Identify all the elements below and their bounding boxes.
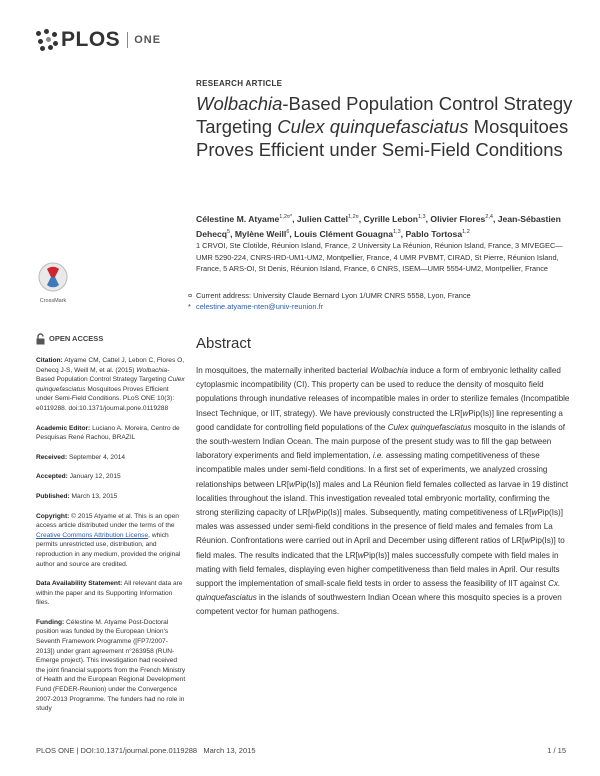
abstract-text: Pip(Is)] line representing a good candidate for controlling field populations of the xyxy=(196,408,563,432)
citation-label: Citation: xyxy=(36,357,63,364)
author xyxy=(405,229,469,239)
abstract-text: i.e. xyxy=(372,451,384,461)
logo-divider xyxy=(127,32,128,48)
author-name: Célestine M. Atyame xyxy=(196,213,280,224)
author-affiliation-marks: 1,2 xyxy=(348,214,356,220)
footer-citation: PLOS ONE | DOI:10.1371/journal.pone.0119288 March 13, 2015 xyxy=(36,746,256,755)
abstract-body xyxy=(196,364,570,620)
author-name: Pablo Tortosa xyxy=(405,228,463,239)
citation-text: Atyame CM, Cattel J, Lebon C, Flores O, Dehecq J-S, Weill M, et al. (2015) xyxy=(36,357,185,374)
crossmark-icon xyxy=(38,262,68,292)
author-list: Célestine M. Atyame$^{1,2¤*}$, Julien Cattel$^{1,2¤}$, Cyrille Lebon$^{1,3}$, Olivier Flores$^{2,4}$, Jean-Sébastien Dehecq$^5$, Mylène Weill$^6$, Louis Clément Gouagna$^{1,3}$, Pablo Tortosa$^{1,2}$ xyxy=(196,213,561,239)
note-text: Current address: University Claude Bernard Lyon 1/UMR CNRS 5558, Lyon, France xyxy=(196,291,471,300)
author xyxy=(196,214,292,224)
crossmark-badge[interactable] xyxy=(37,262,69,304)
note-mark: * xyxy=(188,301,191,311)
author-affiliation-marks: 6 xyxy=(286,228,290,235)
current-address-note xyxy=(188,291,568,302)
citation-text: Culex quinquefasciatus xyxy=(36,376,185,393)
abstract-text: Pip(Is)] males was assessed under semi-field conditions in the presence of field males and females from La Réunion. Confrontations were carried out in April and December using different ratios of LR[ xyxy=(196,508,563,546)
article-metadata-sidebar xyxy=(36,333,186,724)
published-date: March 13, 2015 xyxy=(69,492,118,500)
article-type: RESEARCH ARTICLE xyxy=(196,79,283,88)
abstract-text: w xyxy=(357,550,364,560)
affiliations: 1 CRVOI, Ste Clotilde, Réunion Island, France, 2 University La Réunion, Réunion Island, France, 3 MIVEGEC—UMR 5290-224, CNRS-IRD-UM1-UM2, Montpellier, France, 4 UMR PVBMT, CIRAD, St Pierre, Réunion Island, France, 5 ARS-OI, St Denis, Réunion Island, France, 6 CNRS, ISEM—UMR 5554-UM2, Montpellier, France xyxy=(196,241,563,273)
abstract-text: Pip(Is)] to field males. The results indicated that the LR[ xyxy=(196,536,565,560)
abstract-text: w xyxy=(531,508,538,518)
journal-name: PLOS xyxy=(61,28,121,51)
author xyxy=(235,229,289,239)
abstract-text: w xyxy=(524,536,531,546)
title-part: Culex quinquefasciatus xyxy=(277,116,469,137)
published-block xyxy=(36,492,186,502)
author xyxy=(430,214,493,224)
email-note xyxy=(188,302,568,313)
abstract-text: Culex quinquefasciatus xyxy=(387,422,472,432)
journal-sub: ONE xyxy=(134,34,162,46)
author-name: Jean-Sébastien Dehecq xyxy=(196,213,561,239)
title-part: Wolbachia xyxy=(196,93,283,114)
copyright-label: Copyright: xyxy=(36,512,70,520)
citation-text: -Based Population Control Strategy Targeting xyxy=(36,366,170,384)
abstract-text: w xyxy=(310,508,317,518)
funding-text: Célestine M. Atyame Post-Doctoral position was funded by the European Union's Seventh Framework Programme ([FP7/2007-2013]) under grant agreement n°263958 (RUN-Emerge project). This investigation had received the joint financial supports from the French Ministry of Health and the European Regional Development Fund (FEDER-Reunion) under the Convergence 2007-2013 Programme. The funders had no role in study xyxy=(36,618,186,713)
citation-text: Wolbachia xyxy=(136,366,168,374)
funding-block xyxy=(36,618,186,714)
abstract-text: w xyxy=(462,408,469,418)
received-block xyxy=(36,453,186,463)
funding-label: Funding: xyxy=(36,618,65,626)
author-affiliation-marks: 1,2 xyxy=(279,214,287,220)
abstract-text: Wolbachia xyxy=(370,366,408,375)
footer-doi: DOI:10.1371/journal.pone.0119288 xyxy=(80,746,198,755)
received-label: Received: xyxy=(36,453,68,461)
citation-block xyxy=(36,356,186,414)
abstract-text: w xyxy=(289,479,295,489)
received-date: September 4, 2014 xyxy=(67,453,126,461)
author-affiliation-marks: 1,2 xyxy=(462,228,470,235)
published-label: Published: xyxy=(36,492,70,500)
open-lock-icon xyxy=(36,333,45,345)
author-name: Cyrille Lebon xyxy=(363,213,418,224)
abstract-text: Cx. quinquefasciatus xyxy=(196,579,561,603)
accepted-date: January 12, 2015 xyxy=(67,473,121,481)
author-note-marks: ¤ xyxy=(355,214,359,220)
abstract-text: assessing mating competitiveness of these incompatible males under semi-field conditions. In a first set of experiments, we analyzed crossing relationships between LR[ xyxy=(196,451,548,489)
plos-dots-icon xyxy=(36,29,58,51)
author-name: Louis Clément Gouagna xyxy=(294,228,393,239)
open-access-badge xyxy=(36,333,186,345)
editor-label: Academic Editor: xyxy=(36,424,91,432)
author-affiliation-marks: 1,3 xyxy=(393,228,401,235)
citation-text: Mosquitoes Proves Efficient under Semi-Field Conditions. PLoS ONE 10(3): e0119288. doi:10.1371/journal.pone.0119288 xyxy=(36,385,175,412)
article-title xyxy=(196,92,576,161)
data-availability-block xyxy=(36,579,186,608)
editor-text: Luciano A. Moreira, Centro de Pesquisas René Rachou, BRAZIL xyxy=(36,424,180,442)
copyright-block xyxy=(36,512,186,570)
license-link[interactable]: Creative Commons Attribution License xyxy=(36,531,149,539)
note-mark: ¤ xyxy=(188,291,193,300)
abstract-text: Pip(Is)] males and La Réunion field females collected as larvae in 19 distinct localities throughout the island. This investigation revealed total embryonic mortality, confirming the strong sterilizing capacity of LR[ xyxy=(196,479,569,518)
crossmark-label: CrossMark xyxy=(39,298,67,304)
title-part: -Based Population Control Strategy Targeting xyxy=(196,93,573,137)
data-availability-label: Data Availability Statement: xyxy=(36,580,123,588)
abstract-heading: Abstract xyxy=(196,335,252,352)
author-affiliation-marks: 2,4 xyxy=(485,214,493,220)
accepted-label: Accepted: xyxy=(36,473,68,481)
author xyxy=(364,214,426,224)
abstract-text: In mosquitoes, the maternally inherited bacterial xyxy=(196,366,371,375)
abstract-text: in the islands of southwestern Indian Ocean where this mosquito species is a proven competent vector for human pathogens. xyxy=(196,593,562,617)
author xyxy=(294,229,401,239)
author xyxy=(297,214,359,224)
author-note-marks: ¤* xyxy=(286,214,293,220)
abstract-text: Pip(Is)] males successfully compete with field males in mating with field females, displaying even higher competitiveness than field males in April. Our results support the implementation of small-scale field tests in order to assess the feasibility of IIT against xyxy=(196,550,560,589)
author-name: Julien Cattel xyxy=(296,213,349,224)
journal-logo xyxy=(36,28,161,52)
open-access-label: OPEN ACCESS xyxy=(49,334,104,344)
copyright-text: © 2015 Atyame et al. This is an open access article distributed under the terms of the xyxy=(36,512,179,530)
author-affiliation-marks: 5 xyxy=(227,228,231,235)
author-name: Mylène Weill xyxy=(234,228,287,239)
corresponding-email-link[interactable]: celestine.atyame-nten@univ-reunion.fr xyxy=(196,301,324,311)
abstract-text: mosquito in the islands of the south-western Indian Ocean. The main purpose of the present study was to fill the gap between laboratory experiments and field implementation, xyxy=(196,422,565,461)
author-notes xyxy=(188,291,568,312)
abstract-text: induce a form of embryonic lethality called cytoplasmic incompatibility (CI). This property can be used to reduce the density of mosquito field populations through inundative releases of incompatible males in order to sterilize females (Incompatible Insect Technique, or IIT, strategy). We have previously constructed the LR[ xyxy=(196,366,570,418)
author-affiliation-marks: 1,3 xyxy=(417,214,426,220)
abstract-text: Pip(Is)] males. Subsequently, mating competitiveness of LR[ xyxy=(316,508,532,518)
accepted-block xyxy=(36,472,186,482)
footer-date: March 13, 2015 xyxy=(203,746,256,755)
copyright-text: , which permits unrestricted use, distribution, and reproduction in any medium, provided the original author and source are credited. xyxy=(36,531,181,568)
page-number: 1 / 15 xyxy=(547,746,566,755)
editor-block xyxy=(36,424,186,443)
data-availability-text: All relevant data are within the paper and its Supporting Information files. xyxy=(36,580,183,607)
footer-journal: PLOS ONE xyxy=(36,746,75,755)
author-name: Olivier Flores xyxy=(430,213,486,224)
title-part: Mosquitoes Proves Efficient under Semi-Field Conditions xyxy=(196,116,569,160)
